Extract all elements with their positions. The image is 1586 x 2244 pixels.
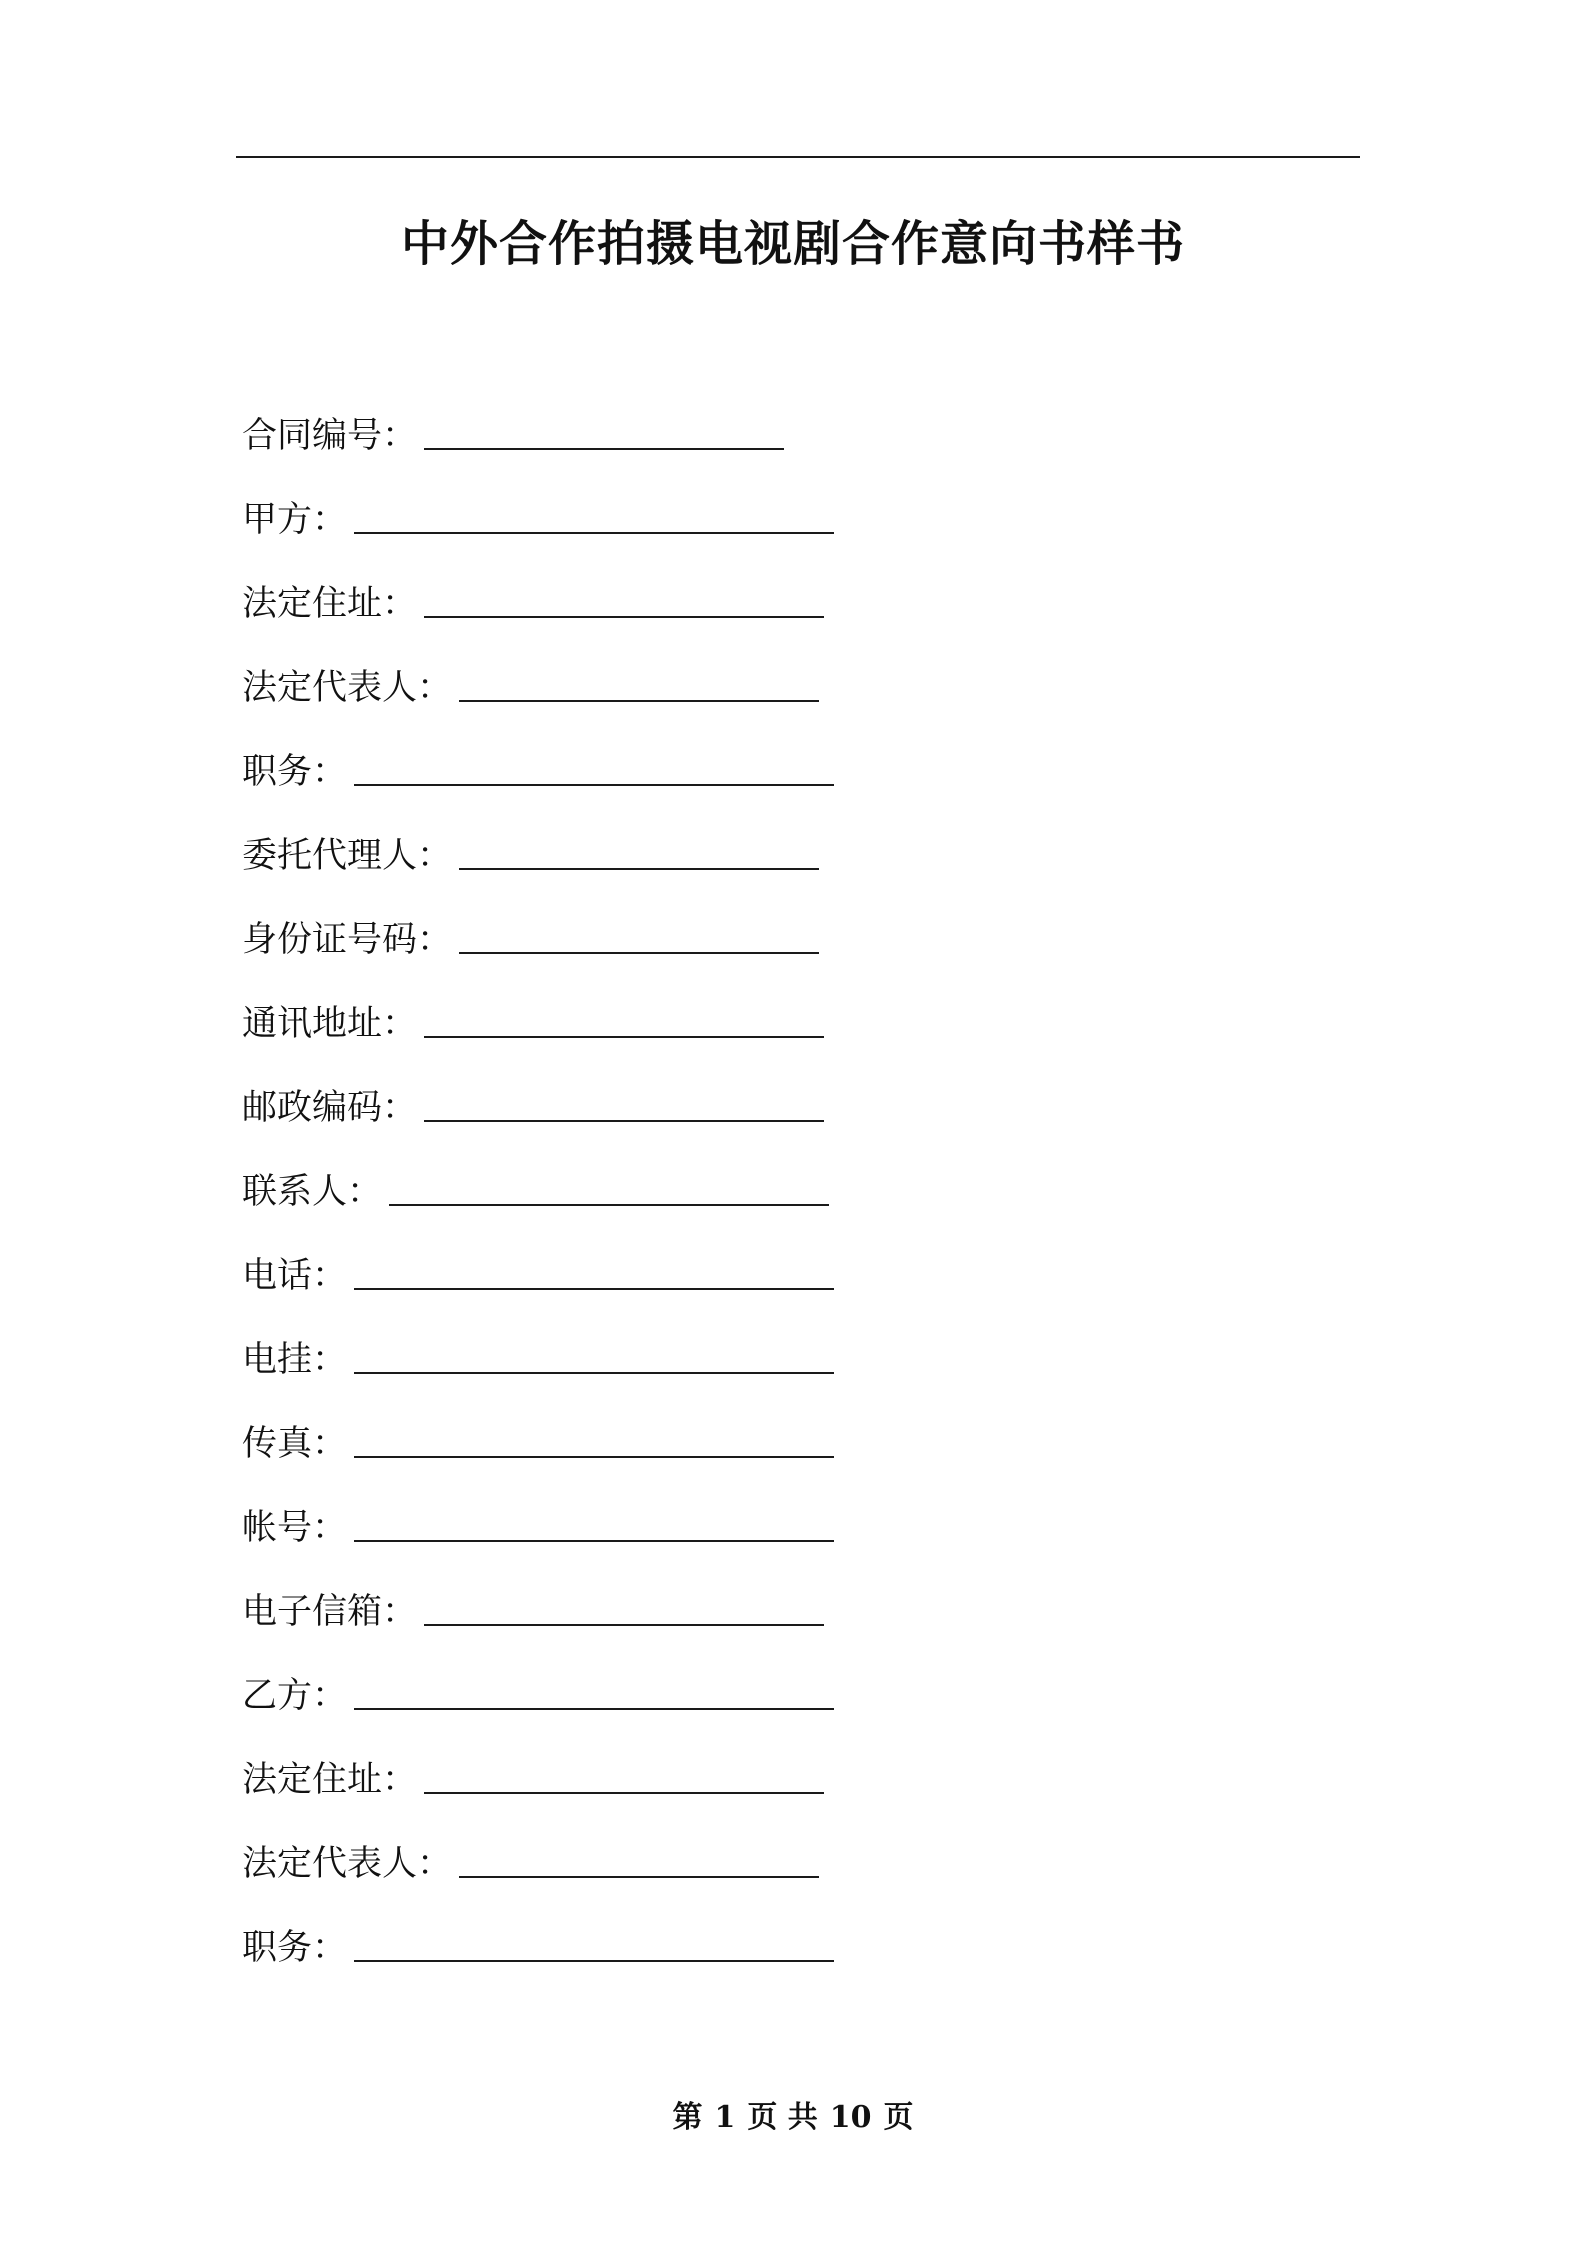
field-colon: ： (312, 500, 348, 540)
field-label: 合同编号 (242, 416, 383, 456)
field-label: 法定代表人 (242, 1844, 418, 1884)
field-blank-line[interactable] (459, 912, 819, 954)
field-colon: ： (347, 1172, 383, 1212)
document-title: 中外合作拍摄电视剧合作意向书样书 (400, 216, 1185, 272)
field-colon: ： (382, 1088, 418, 1128)
page-footer (0, 2098, 1586, 2138)
form-field-row (242, 996, 1242, 1080)
form-field-row (242, 1332, 1242, 1416)
field-colon: ： (417, 1844, 453, 1884)
field-colon: ： (312, 1340, 348, 1380)
field-blank-line[interactable] (459, 660, 819, 702)
field-label: 法定住址 (242, 1760, 383, 1800)
field-colon: ： (417, 836, 453, 876)
field-blank-line[interactable] (459, 828, 819, 870)
field-blank-line[interactable] (354, 1500, 834, 1542)
field-blank-line[interactable] (424, 996, 824, 1038)
form-field-row (242, 1836, 1242, 1920)
field-label: 帐号 (242, 1508, 313, 1548)
footer-suffix: 页 (883, 2100, 914, 2135)
field-blank-line[interactable] (354, 1920, 834, 1962)
form-field-row (242, 828, 1242, 912)
field-blank-line[interactable] (354, 744, 834, 786)
field-label: 身份证号码 (242, 920, 418, 960)
field-blank-line[interactable] (424, 1584, 824, 1626)
form-field-row (242, 660, 1242, 744)
form-field-row (242, 744, 1242, 828)
field-colon: ： (312, 1676, 348, 1716)
field-blank-line[interactable] (424, 1752, 824, 1794)
field-colon: ： (417, 668, 453, 708)
form-field-row (242, 408, 1242, 492)
field-label: 职务 (242, 752, 313, 792)
field-blank-line[interactable] (424, 1080, 824, 1122)
field-label: 法定代表人 (242, 668, 418, 708)
field-label: 传真 (242, 1424, 313, 1464)
field-blank-line[interactable] (354, 492, 834, 534)
field-label: 法定住址 (242, 584, 383, 624)
field-label: 通讯地址 (242, 1004, 383, 1044)
form-fields (242, 408, 1242, 2004)
field-colon: ： (382, 1004, 418, 1044)
field-colon: ： (417, 920, 453, 960)
form-field-row (242, 1416, 1242, 1500)
field-label: 电子信箱 (242, 1592, 383, 1632)
field-label: 电挂 (242, 1340, 313, 1380)
form-field-row (242, 1248, 1242, 1332)
field-blank-line[interactable] (424, 408, 784, 450)
field-colon: ： (312, 752, 348, 792)
field-blank-line[interactable] (424, 576, 824, 618)
form-field-row (242, 1752, 1242, 1836)
field-blank-line[interactable] (389, 1164, 829, 1206)
field-label: 委托代理人 (242, 836, 418, 876)
field-blank-line[interactable] (459, 1836, 819, 1878)
form-field-row (242, 576, 1242, 660)
form-field-row (242, 1668, 1242, 1752)
field-colon: ： (312, 1508, 348, 1548)
field-colon: ： (312, 1256, 348, 1296)
field-label: 邮政编码 (242, 1088, 383, 1128)
field-label: 乙方 (242, 1676, 313, 1716)
field-colon: ： (382, 584, 418, 624)
field-blank-line[interactable] (354, 1248, 834, 1290)
form-field-row (242, 1500, 1242, 1584)
field-blank-line[interactable] (354, 1416, 834, 1458)
footer-prefix: 第 (672, 2100, 703, 2135)
field-label: 甲方 (242, 500, 313, 540)
form-field-row (242, 1080, 1242, 1164)
form-field-row (242, 1164, 1242, 1248)
field-colon: ： (382, 1760, 418, 1800)
form-field-row (242, 492, 1242, 576)
field-blank-line[interactable] (354, 1332, 834, 1374)
field-label: 电话 (242, 1256, 313, 1296)
form-field-row (242, 912, 1242, 996)
footer-mid: 页 共 (747, 2100, 818, 2135)
field-colon: ： (382, 1592, 418, 1632)
field-label: 职务 (242, 1928, 313, 1968)
form-field-row (242, 1584, 1242, 1668)
field-label: 联系人 (242, 1172, 348, 1212)
field-colon: ： (382, 416, 418, 456)
footer-page-number: 1 (714, 2100, 736, 2135)
footer-total-pages: 10 (829, 2100, 872, 2135)
field-blank-line[interactable] (354, 1668, 834, 1710)
header-rule (236, 156, 1360, 158)
field-colon: ： (312, 1928, 348, 1968)
form-field-row (242, 1920, 1242, 2004)
field-colon: ： (312, 1424, 348, 1464)
